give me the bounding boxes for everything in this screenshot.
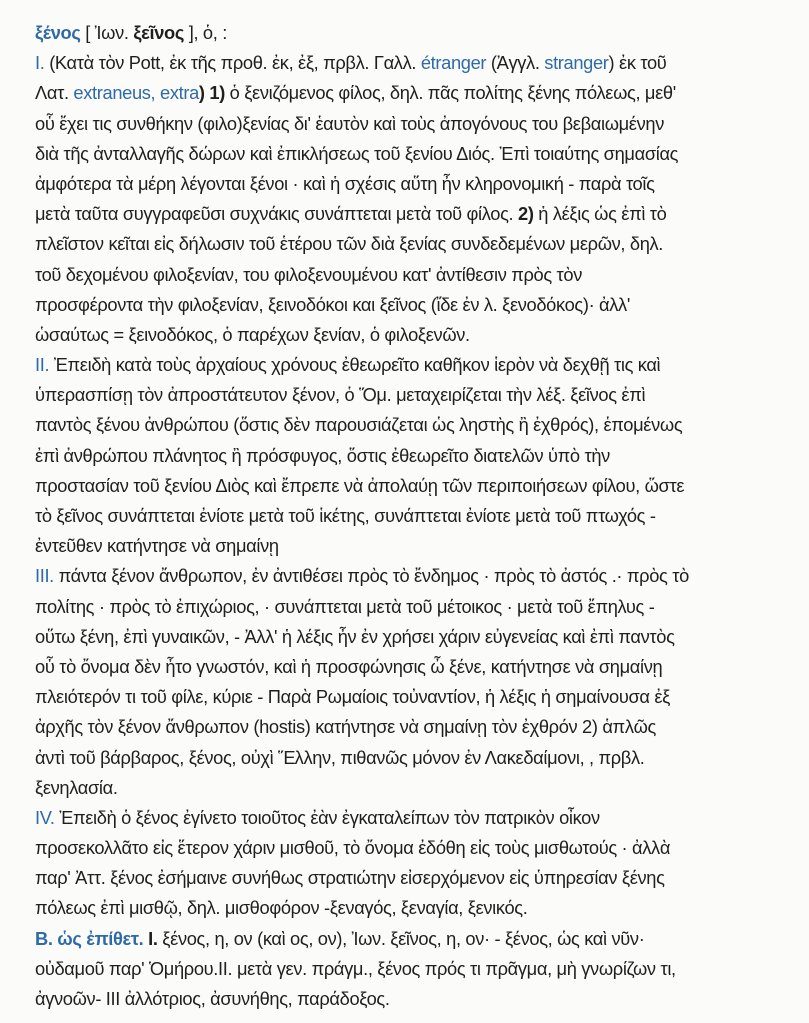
- highlighted-term: III.: [35, 565, 54, 587]
- entry-text: προσεκολλᾶτο εἰς ἕτερον χάριν μισθοῦ, τὸ ὄνομα ἐδόθη εἰς τοὺς μισθωτούς · ἀλλὰ: [35, 837, 671, 859]
- entry-text: οὗ τὸ ὄνομα δὲν ἦτο γνωστόν, καὶ ἡ προσφώνησις ὦ ξένε, κατήντησε νὰ σημαίνῃ: [35, 655, 663, 677]
- dictionary-entry: [35, 18, 805, 1014]
- header-bracket-open: [ Ἰων.: [80, 22, 134, 43]
- entry-header: [35, 18, 805, 48]
- entry-text: ἀμφότερα τὰ μέρη λέγονται ξένοι · καὶ ἡ σχέσις αὕτη ἦν κληρονομική - παρὰ τοῖς: [35, 172, 655, 194]
- entry-line: [35, 380, 805, 410]
- entry-text: ὁ ξενιζόμενος φίλος, δηλ. πᾶς πολίτης ξένης πόλεως, μεθ': [224, 82, 676, 104]
- entry-text: οὐδαμοῦ παρ' Ὁμήρου.II. μετὰ γεν. πράγμ., ξένος πρός τι πρᾶγμα, μὴ γνωρίζων τι,: [35, 957, 676, 979]
- ionic-form: ξεῖνος: [133, 22, 184, 43]
- entry-text: I.: [143, 927, 158, 949]
- entry-text: τὸ ξεῖνος συνάπτεται ἐνίοτε μετὰ τοῦ ἱκέτης, συνάπτεται ἐνίοτε μετὰ τοῦ πτωχός -: [35, 505, 656, 526]
- entry-text: διὰ τῆς ἀνταλλαγῆς δώρων καὶ ἐπικλήσεως τοῦ ξενίου Διός. Ἐπὶ τοιαύτης σημασίας: [35, 142, 679, 164]
- entry-line: [35, 410, 805, 440]
- entry-line: [35, 78, 805, 108]
- entry-line: [35, 169, 805, 199]
- entry-line: [35, 773, 805, 803]
- entry-text: ἀρχῆς τὸν ξένον ἄνθρωπον (hostis) κατήντησε νὰ σημαίνῃ τὸν ἐχθρόν 2) ἁπλῶς: [35, 716, 656, 738]
- entry-text: ξενηλασία.: [35, 776, 118, 798]
- entry-text: ἐντεῦθεν κατήντησε νὰ σημαίνῃ: [35, 535, 279, 557]
- entry-text: 2): [518, 203, 534, 225]
- entry-text: μετὰ ταῦτα συγγραφεῦσι συχνάκις συνάπτεται μετὰ τοῦ φίλος.: [35, 203, 518, 225]
- entry-line: [35, 350, 805, 380]
- entry-text: ) ἐκ τοῦ: [608, 52, 667, 74]
- entry-text: προσφέροντα τὴν φιλοξενίαν, ξεινοδόκοι και ξεῖνος (ἴδε ἐν λ. ξενοδόκος)· ἀλλ': [35, 293, 630, 315]
- entry-text: ἡ λέξις ὡς ἐπὶ τὸ: [533, 203, 667, 225]
- entry-text: ἀντὶ τοῦ βάρβαρος, ξένος, οὐχὶ Ἕλλην, πιθανῶς μόνον ἐν Λακεδαίμονι, , πρβλ.: [35, 746, 645, 768]
- entry-text: ἐπὶ ἀνθρώπου πλάνητος ἢ πρόσφυγος, ὅστις ἐθεωρεῖτο διατελῶν ὑπὸ τὴν: [35, 444, 610, 466]
- entry-text: προστασίαν τοῦ ξενίου Διὸς καὶ ἔπρεπε νὰ ἀπολαύῃ τῶν περιποιήσεων φίλου, ὥστε: [35, 474, 685, 496]
- entry-text: πάντα ξένον ἄνθρωπον, ἐν ἀντιθέσει πρὸς τὸ ἔνδημος · πρὸς τὸ ἀστός .· πρὸς τὸ: [53, 565, 689, 587]
- entry-line: [35, 622, 805, 652]
- entry-text: ὑπερασπίσῃ τὸν ἀπροστάτευτον ξένον, ὁ Ὅμ. μεταχειρίζεται τὴν λέξ. ξεῖνος ἐπὶ: [35, 384, 646, 406]
- entry-text: παντὸς ξένου ἀνθρώπου (ὅστις δὲν παρουσιάζεται ὡς ληστὴς ἢ ἐχθρός), ἑπομένως: [35, 414, 683, 436]
- entry-line: [35, 652, 805, 682]
- entry-line: [35, 501, 805, 531]
- entry-text: τοῦ δεχομένου φιλοξενίαν, του φιλοξενουμένου κατ' ἀντίθεσιν πρὸς τὸν: [35, 263, 583, 285]
- entry-text: Ἐπειδὴ κατὰ τοὺς ἀρχαίους χρόνους ἐθεωρεῖτο καθῆκον ἱερὸν νὰ δεχθῇ τις καὶ: [49, 354, 661, 376]
- entry-line: [35, 48, 805, 78]
- entry-line: [35, 893, 805, 923]
- entry-text: Λατ.: [35, 82, 74, 104]
- entry-line: [35, 471, 805, 501]
- entry-line: [35, 290, 805, 320]
- entry-text: πόλεως ἐπὶ μισθῷ, δηλ. μισθοφόρον -ξεναγός, ξεναγία, ξενικός.: [35, 897, 528, 919]
- entry-line: [35, 592, 805, 622]
- entry-line: [35, 954, 805, 984]
- entry-line: [35, 682, 805, 712]
- entry-text: οὕτω ξένη, ἐπὶ γυναικῶν, - Ἀλλ' ἡ λέξις ἦν ἐν χρήσει χάριν εὐγενείας καὶ ἐπὶ παντὸς: [35, 625, 675, 647]
- entry-text: Ἐπειδὴ ὁ ξένος ἐγίνετο τοιοῦτος ἐὰν ἐγκαταλείπων τὸν πατρικὸν οἶκον: [54, 806, 600, 828]
- highlighted-term: II.: [35, 354, 50, 376]
- entry-line: [35, 984, 805, 1014]
- entry-line: [35, 712, 805, 742]
- entry-text: παρ' Ἀττ. ξένος ἐσήμαινε συνήθως στρατιώτην εἰσερχόμενον εἰς ὑπηρεσίαν ξένης: [35, 867, 665, 889]
- highlighted-term: B. ὡς ἐπίθετ.: [35, 927, 144, 949]
- entry-line: [35, 260, 805, 290]
- entry-text: πλεῖστον κεῖται εἰς δήλωσιν τοῦ ἑτέρου τῶν διὰ ξενίας συνδεδεμένων μερῶν, δηλ.: [35, 233, 664, 255]
- entry-line: [35, 531, 805, 561]
- entry-line: [35, 561, 805, 591]
- highlighted-term: I.: [35, 52, 45, 74]
- entry-line: [35, 441, 805, 471]
- highlighted-term: IV.: [35, 806, 55, 828]
- entry-line: [35, 139, 805, 169]
- highlighted-term: extraneus, extra: [73, 82, 199, 104]
- entry-line: [35, 199, 805, 229]
- entry-text: (Ἀγγλ.: [486, 52, 545, 74]
- entry-line: [35, 743, 805, 773]
- entry-line: [35, 924, 805, 954]
- entry-text: ὡσαύτως = ξεινοδόκος, ὁ παρέχων ξενίαν, ὁ φιλοξενῶν.: [35, 323, 470, 345]
- entry-line: [35, 833, 805, 863]
- entry-text: ἀγνοῶν- III ἀλλότριος, ἀσυνήθης, παράδοξος.: [35, 988, 390, 1009]
- entry-text: ) 1): [198, 82, 225, 104]
- headword: ξένος: [35, 22, 81, 43]
- entry-text: πλειότερόν τι τοῦ φίλε, κύριε - Παρὰ Ρωμαίοις τοὐναντίον, ἡ λέξις ἡ σημαίνουσα ἐξ: [35, 686, 671, 708]
- entry-text: πολίτης · πρὸς τὸ ἐπιχώριος, · συνάπτεται μετὰ τοῦ μέτοικος · μετὰ τοῦ ἔπηλυς -: [35, 595, 655, 617]
- entry-line: [35, 803, 805, 833]
- highlighted-term: stranger: [544, 52, 609, 74]
- header-gender: ], ὁ, :: [184, 22, 227, 43]
- entry-line: [35, 320, 805, 350]
- entry-text: ξένος, η, ον (καὶ ος, ον), Ἰων. ξεῖνος, η, ον· - ξένος, ὡς καὶ νῦν·: [157, 927, 645, 949]
- entry-text: (Κατὰ τὸν Pott, ἐκ τῆς προθ. ἐκ, ἐξ, πρβλ. Γαλλ.: [44, 52, 421, 74]
- entry-line: [35, 863, 805, 893]
- entry-line: [35, 229, 805, 259]
- entry-line: [35, 109, 805, 139]
- highlighted-term: étranger: [420, 52, 487, 74]
- entry-text: οὗ ἔχει τις συνθήκην (φιλο)ξενίας δι' ἑαυτὸν καὶ τοὺς ἀπογόνους του βεβαιωμένην: [35, 112, 664, 134]
- entry-body: [35, 48, 805, 1014]
